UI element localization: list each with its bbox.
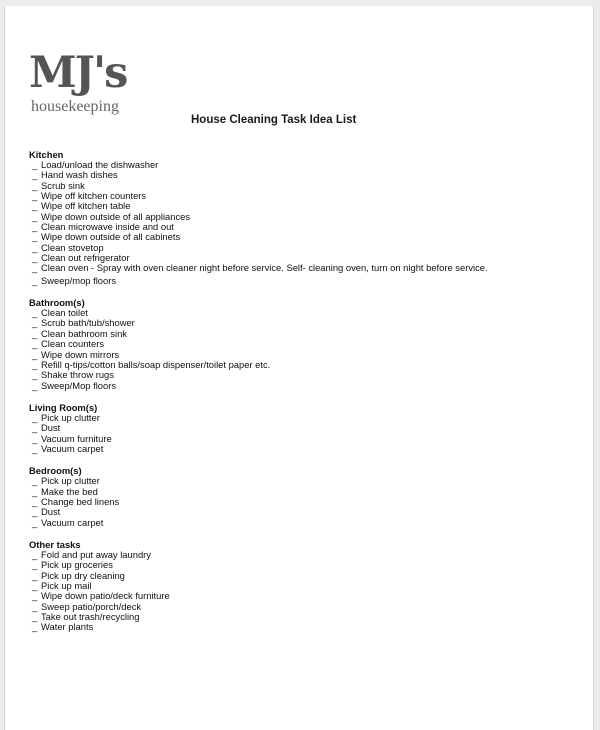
task-item: _ Clean bathroom sink xyxy=(29,329,569,339)
task-item: _ Hand wash dishes xyxy=(29,170,569,180)
task-item: _ Water plants xyxy=(29,622,569,632)
task-item: _ Vacuum carpet xyxy=(29,518,569,528)
task-item: _ Clean oven - Spray with oven cleaner night before service. Self- cleaning oven, turn on night before service. xyxy=(29,263,569,273)
task-item: _ Vacuum furniture xyxy=(29,434,569,444)
task-item: _ Clean toilet xyxy=(29,308,569,318)
task-sections xyxy=(29,149,569,633)
task-section xyxy=(29,465,569,528)
task-item: _ Wipe down outside of all cabinets xyxy=(29,232,569,242)
task-item: _ Pick up clutter xyxy=(29,413,569,423)
task-item: _ Pick up clutter xyxy=(29,476,569,486)
logo-sub-text: housekeeping xyxy=(31,98,119,115)
task-item: _ Sweep/mop floors xyxy=(29,276,569,286)
task-item: _ Vacuum carpet xyxy=(29,444,569,454)
task-item: _ Sweep patio/porch/deck xyxy=(29,602,569,612)
task-item: _ Make the bed xyxy=(29,487,569,497)
logo-main-text: MJ's xyxy=(29,48,127,98)
task-item: _ Wipe down outside of all appliances xyxy=(29,212,569,222)
task-list xyxy=(29,413,569,454)
task-item: _ Wipe down patio/deck furniture xyxy=(29,591,569,601)
task-item: _ Take out trash/recycling xyxy=(29,612,569,622)
document-title: House Cleaning Task Idea List xyxy=(191,114,357,126)
task-item: _ Dust xyxy=(29,507,569,517)
task-item: _ Clean microwave inside and out xyxy=(29,222,569,232)
task-item: _ Sweep/Mop floors xyxy=(29,381,569,391)
task-item: _ Wipe down mirrors xyxy=(29,350,569,360)
task-item: _ Refill q-tips/cotton balls/soap dispenser/toilet paper etc. xyxy=(29,360,569,370)
task-item: _ Fold and put away laundry xyxy=(29,550,569,560)
task-list xyxy=(29,308,569,391)
company-logo xyxy=(29,50,169,116)
task-section xyxy=(29,402,569,454)
document-page xyxy=(4,6,594,730)
section-heading: Other tasks xyxy=(29,538,81,550)
task-item: _ Change bed linens xyxy=(29,497,569,507)
task-item: _ Load/unload the dishwasher xyxy=(29,160,569,170)
task-section xyxy=(29,539,569,633)
task-item: _ Wipe off kitchen counters xyxy=(29,191,569,201)
section-heading: Bathroom(s) xyxy=(29,297,85,309)
task-item: _ Pick up groceries xyxy=(29,560,569,570)
task-section xyxy=(29,149,569,286)
task-item: _ Pick up dry cleaning xyxy=(29,571,569,581)
task-item: _ Clean counters xyxy=(29,339,569,349)
section-heading: Living Room(s) xyxy=(29,401,98,413)
task-item: _ Clean stovetop xyxy=(29,243,569,253)
task-item: _ Pick up mail xyxy=(29,581,569,591)
task-section xyxy=(29,297,569,391)
task-item: _ Wipe off kitchen table xyxy=(29,201,569,211)
task-item: _ Dust xyxy=(29,423,569,433)
task-list xyxy=(29,476,569,528)
task-item: _ Shake throw rugs xyxy=(29,370,569,380)
task-item: _ Scrub bath/tub/shower xyxy=(29,318,569,328)
section-heading: Kitchen xyxy=(29,149,64,160)
task-list xyxy=(29,550,569,633)
task-list xyxy=(29,160,569,286)
task-item: _ Scrub sink xyxy=(29,181,569,191)
section-heading: Bedroom(s) xyxy=(29,465,82,477)
task-item: _ Clean out refrigerator xyxy=(29,253,569,263)
